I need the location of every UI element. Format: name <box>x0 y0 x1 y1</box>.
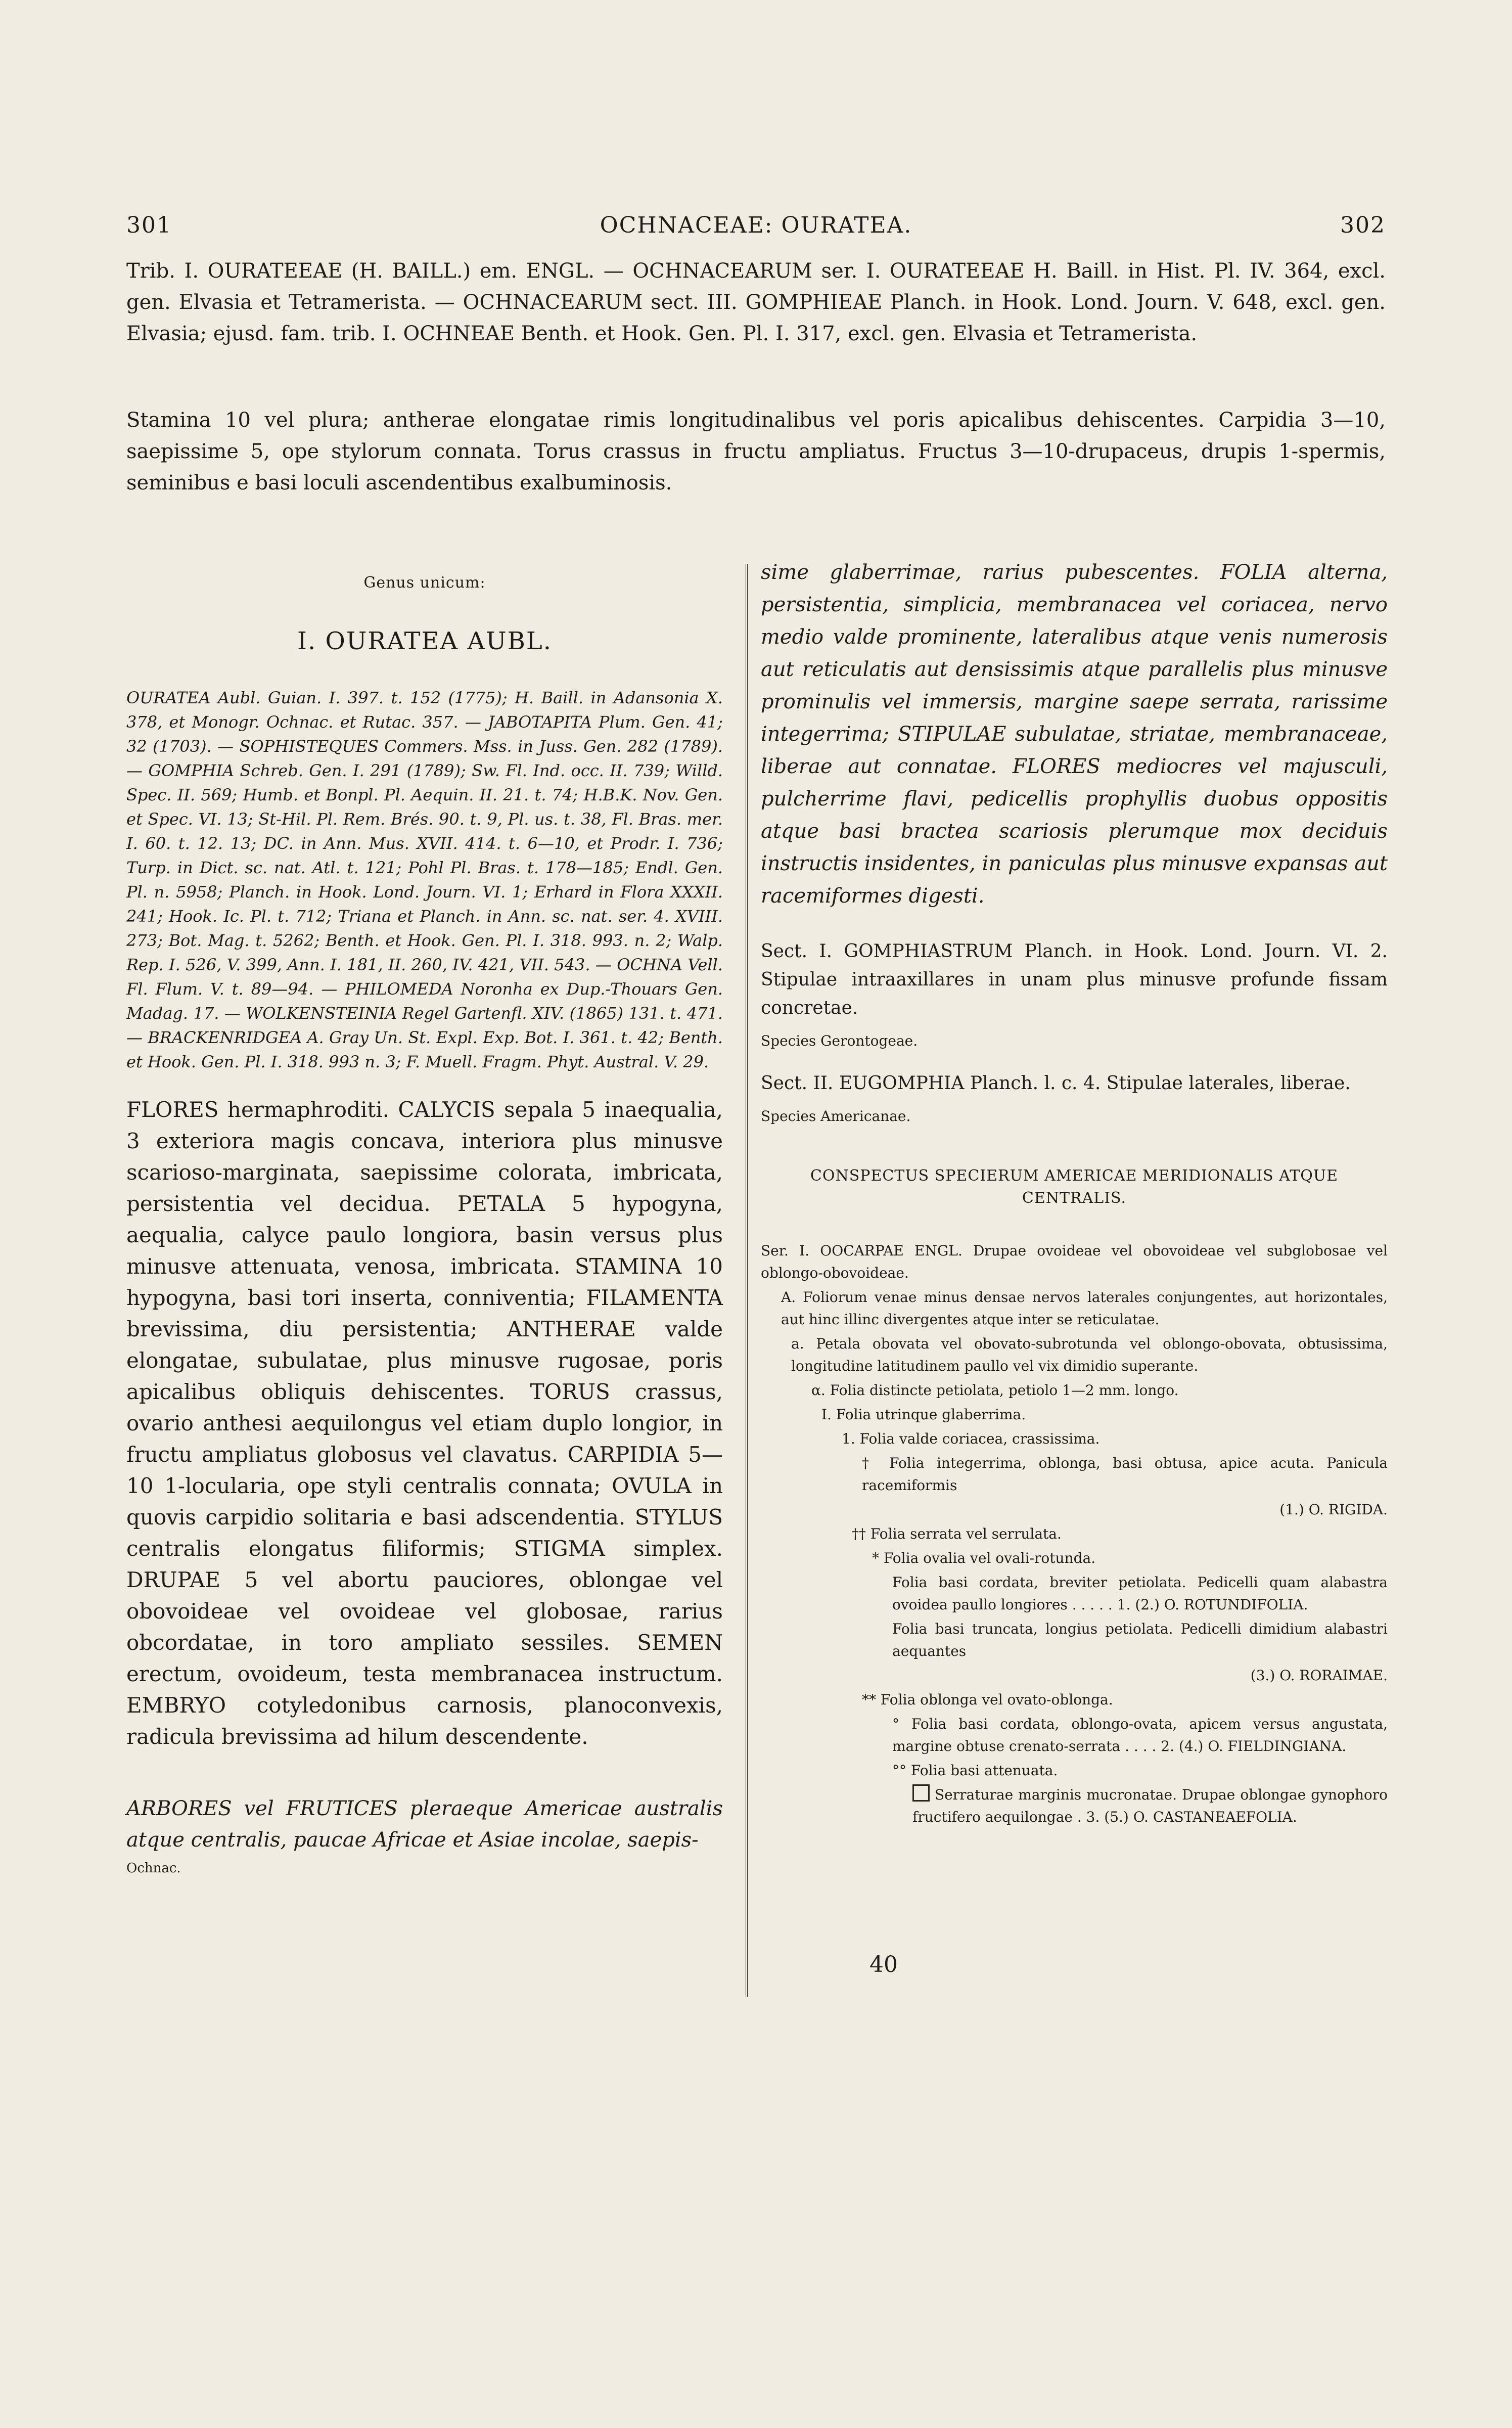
key-entry <box>852 1523 1388 1545</box>
key-entry <box>892 1571 1388 1616</box>
column-divider <box>746 564 748 1997</box>
page-number: 40 <box>869 1952 898 1977</box>
synonymy-text: OURATEA Aubl. Guian. I. 397. t. 152 (1775); H. Baill. in Adansonia X. 378, et Monogr. Ochnac. et Rutac. 357. — JABOTAPITA Plum. Gen. 41; 32 (1703). — SOPHISTEQUES Commers. Mss. in Juss. Gen. 282 (1789). — GOMPHIA Schreb. Gen. I. 291 (1789); Sw. Fl. Ind. occ. II. 739; Willd. Spec. II. 569; Humb. et Bonpl. Pl. Aequin. II. 21. t. 74; H.B.K. Nov. Gen. et Spec. VI. 13; St-Hil. Pl. Rem. Brés. 90. t. 9, Pl. us. t. 38, Fl. Bras. mer. I. 60. t. 12. 13; DC. in Ann. Mus. XVII. 414. t. 6—10, et Prodr. I. 736; Turp. in Dict. sc. nat. Atl. t. 121; Pohl Pl. Bras. t. 178—185; Endl. Gen. Pl. n. 5958; Planch. in Hook. Lond. Journ. VI. 1; Erhard in Flora XXXII. 241; Hook. Ic. Pl. t. 712; Triana et Planch. in Ann. sc. nat. ser. 4. XVIII. 273; Bot. Mag. t. 5262; Benth. et Hook. Gen. Pl. I. 318. 993. n. 2; Walp. Rep. I. 526, V. 399, Ann. I. 181, II. 260, IV. 421, VII. 543. — OCHNA Vell. Fl. Flum. V. t. 89—94. — PHILOMEDA Noronha ex Dup.-Thouars Gen. Madag. 17. — WOLKENSTEINIA Regel Gartenfl. XIV. (1865) 131. t. 471. — BRACKENRIDGEA A. Gray Un. St. Expl. Exp. Bot. I. 361. t. 42; Benth. et Hook. Gen. Pl. I. 318. 993 n. 3; F. Muell. Fragm. Phyt. Austral. V. 29. <box>126 688 723 1071</box>
key-entry-text: Folia basi cordata, breviter petiolata. Pedicelli quam alabastra ovoidea paullo longiores . . . . . 1. (2.) O. ROTUNDIFOLIA. <box>892 1574 1388 1613</box>
running-title: OCHNACEAE: OURATEA. <box>600 212 912 238</box>
key-entry-text: †† Folia serrata vel serrulata. <box>852 1525 1062 1542</box>
key-entry <box>862 1499 1388 1521</box>
key-entry-text: 1. Folia valde coriacea, crassissima. <box>842 1430 1100 1447</box>
key-entry <box>892 1618 1388 1662</box>
section-eugomphia: Sect. II. EUGOMPHIA Planch. l. c. 4. Stipulae laterales, liberae. <box>761 1073 1351 1094</box>
square-box-icon <box>912 1784 930 1802</box>
key-entry-text: ° Folia basi cordata, oblongo-ovata, apicem versus angustata, margine obtuse crenato-serrata . . . . 2. (4.) O. FIELDINGIANA. <box>892 1716 1388 1755</box>
habitat-text: ARBORES vel FRUTICES pleraeque Americae australis atque centralis, paucae Africae et Asiae incolae, saepis- <box>126 1797 723 1852</box>
key-entry <box>842 1428 1388 1450</box>
running-head <box>126 207 1386 243</box>
key-entry-text: I. Folia utrinque glaberrima. <box>821 1406 1026 1423</box>
left-page-number: 301 <box>126 212 172 238</box>
key-entry-text: ** Folia oblonga vel ovato-oblonga. <box>862 1691 1113 1708</box>
folia-description: sime glaberrimae, rarius pubescentes. FOLIA alterna, persistentia, simplicia, membranacea vel coriacea, nervo medio valde prominente, lateralibus atque venis numerosis aut reticulatis aut densissimis atque parallelis plus minusve prominulis vel immersis, margine saepe serrata, rarissime integerrima; STIPULAE subulatae, striatae, membranaceae, liberae aut connatae. FLORES mediocres vel majusculi, pulcherrime flavi, pedicellis prophyllis duobus oppositis atque basi bractea scariosis plerumque mox deciduis instructis insidentes, in paniculas plus minusve expansas aut racemiformes digesti. <box>761 561 1388 908</box>
key-entry-text: a. Petala obovata vel obovato-subrotunda vel oblongo-obovata, obtusissima, longitudine latitudinem paullo vel vix dimidio superante. <box>791 1335 1388 1374</box>
section-gomphiastrum: Sect. I. GOMPHIASTRUM Planch. in Hook. Lond. Journ. VI. 2. Stipulae intraaxillares in unam plus minusve profunde fissam concretae. <box>761 941 1388 1018</box>
section-gomphiastrum-species: Species Gerontogeae. <box>761 1032 918 1049</box>
key-entry <box>821 1404 1388 1426</box>
right-column <box>761 556 1388 1830</box>
section-eugomphia-species: Species Americanae. <box>761 1108 911 1125</box>
key-entry <box>862 1689 1388 1711</box>
key-entry <box>781 1286 1388 1331</box>
key-entry-text: Serraturae marginis mucronatae. Drupae oblongae gynophoro fructifero aequilongae . 3. (5.) O. CASTANEAEFOLIA. <box>912 1786 1388 1825</box>
genus-unicum-label: Genus unicum: <box>363 574 486 592</box>
key-entry-text: α. Folia distincte petiolata, petiolo 1—2 mm. longo. <box>811 1382 1179 1399</box>
key-entry-text: (1.) O. RIGIDA. <box>1279 1501 1388 1518</box>
signature-mark: Ochnac. <box>126 1861 181 1876</box>
key-entry <box>892 1665 1388 1687</box>
key-entry-text: A. Foliorum venae minus densae nervos laterales conjungentes, aut horizontales, aut hinc illinc divergentes atque inter se reticulatae. <box>781 1289 1388 1328</box>
key-entry-text: Ser. I. OOCARPAE ENGL. Drupae ovoideae vel obovoideae vel subglobosae vel oblongo-obovoideae. <box>761 1242 1388 1281</box>
right-page-number: 302 <box>1340 212 1386 238</box>
key-entry <box>872 1547 1388 1569</box>
key-entry <box>811 1379 1388 1402</box>
key-entry <box>912 1784 1388 1828</box>
left-column <box>126 564 723 1876</box>
key-entry-text: °° Folia basi attenuata. <box>892 1762 1058 1779</box>
key-entry <box>892 1760 1388 1782</box>
tribe-heading: Trib. I. OURATEEAE (H. BAILL.) em. ENGL. — OCHNACEARUM ser. I. OURATEEAE H. Baill. in Hist. Pl. IV. 364, excl. gen. Elvasia et Tetramerista. — OCHNACEARUM sect. III. GOMPHIEAE Planch. in Hook. Lond. Journ. V. 648, excl. gen. Elvasia; ejusd. fam. trib. I. OCHNEAE Benth. et Hook. Gen. Pl. I. 317, excl. gen. Elvasia et Tetramerista. <box>126 259 1386 345</box>
key-entry <box>862 1452 1388 1497</box>
genus-title: I. OURATEA AUBL. <box>297 627 552 655</box>
key-entry-text: Folia basi truncata, longius petiolata. Pedicelli dimidium alabastri aequantes <box>892 1621 1388 1659</box>
key-entry-text: (3.) O. RORAIMAE. <box>1250 1667 1388 1684</box>
key-entry-text: † Folia integerrima, oblonga, basi obtusa, apice acuta. Panicula racemiformis <box>862 1455 1388 1494</box>
tribe-summary: Stamina 10 vel plura; antherae elongatae rimis longitudinalibus vel poris apicalibus dehiscentes. Carpidia 3—10, saepissime 5, ope stylorum connata. Torus crassus in fructu ampliatus. Fructus 3—10-drupaceus, drupis 1-spermis, seminibus e basi loculi ascendentibus exalbuminosis. <box>126 409 1386 494</box>
key-entry-text: * Folia ovalia vel ovali-rotunda. <box>872 1550 1096 1566</box>
key-entry <box>791 1333 1388 1377</box>
key-entry <box>892 1713 1388 1758</box>
species-key <box>761 1240 1388 1828</box>
conspectus-title: CONSPECTUS SPECIERUM AMERICAE MERIDIONALIS ATQUE CENTRALIS. <box>810 1167 1339 1207</box>
key-entry <box>761 1240 1388 1284</box>
genus-description: FLORES hermaphroditi. CALYCIS sepala 5 inaequalia, 3 exteriora magis concava, interiora plus minusve scarioso-marginata, saepissime colorata, imbricata, persistentia vel decidua. PETALA 5 hypogyna, aequalia, calyce paulo longiora, basin versus plus minusve attenuata, venosa, imbricata. STAMINA 10 hypogyna, basi tori inserta, conniventia; FILAMENTA brevissima, diu persistentia; ANTHERAE valde elongatae, subulatae, plus minusve rugosae, poris apicalibus obliquis dehiscentes. TORUS crassus, ovario anthesi aequilongus vel etiam duplo longior, in fructu ampliatus globosus vel clavatus. CARPIDIA 5—10 1-locularia, ope styli centralis connata; OVULA in quovis carpidio solitaria e basi adscendentia. STYLUS centralis elongatus filiformis; STIGMA simplex. DRUPAE 5 vel abortu pauciores, oblongae vel obovoideae vel ovoideae vel globosae, rarius obcordatae, in toro ampliato sessiles. SEMEN erectum, ovoideum, testa membranacea instructum. EMBRYO cotyledonibus carnosis, planoconvexis, radicula brevissima ad hilum descendente. <box>126 1097 723 1749</box>
